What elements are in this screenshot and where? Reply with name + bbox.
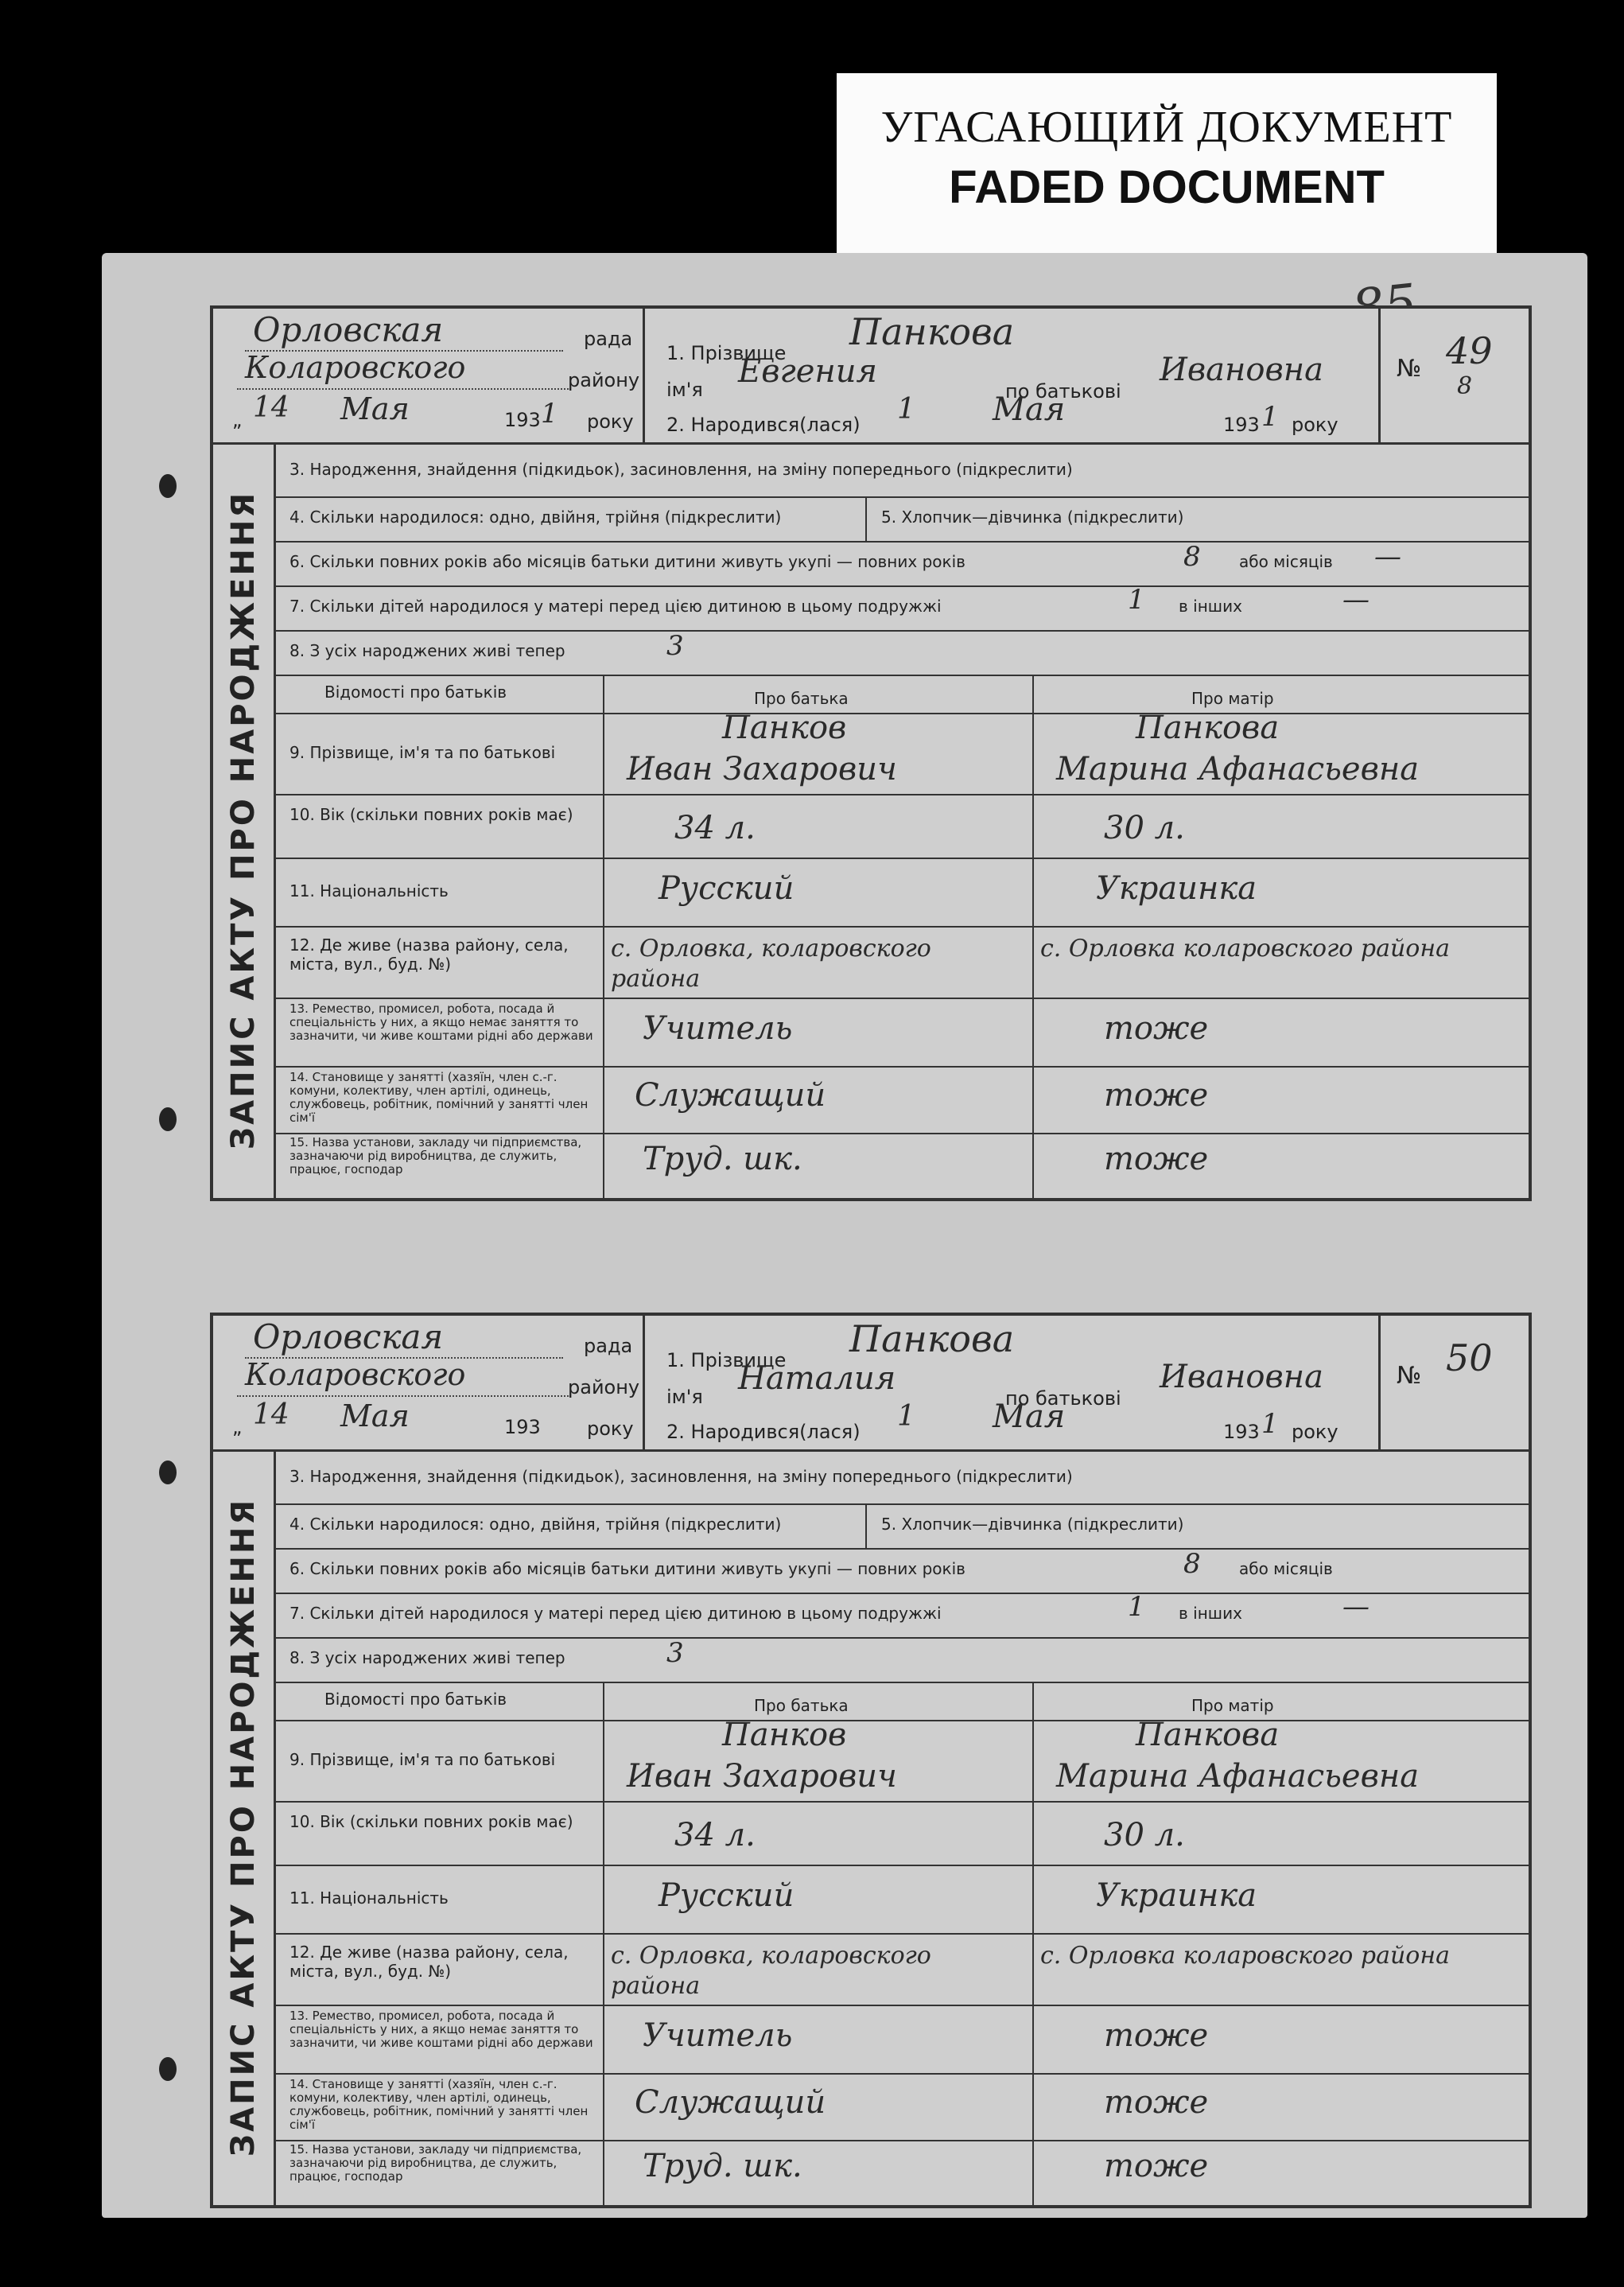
col-mother-header: Про матір	[1191, 689, 1274, 708]
mother-nationality: Украинка	[1096, 870, 1257, 907]
field-6: 6. Скільки повних років або місяців батьки дитини живуть укупі — повних років	[289, 552, 965, 571]
birth-year-suffix: 1	[1261, 401, 1279, 433]
row-12-label: 12. Де живе (назва району, села, міста, вул., буд. №)	[289, 1943, 569, 1981]
rayon-value: Коларовского	[245, 350, 466, 385]
father-workplace: Труд. шк.	[643, 1141, 802, 1177]
row-line	[274, 794, 1529, 795]
row-line	[274, 1865, 1529, 1866]
birth-year-prefix: 193	[1223, 414, 1260, 436]
rada-label: рада	[584, 1335, 633, 1357]
binding-hole-icon	[159, 1107, 177, 1131]
row-line	[274, 858, 1529, 859]
mother-residence: с. Орловка коларовского района	[1040, 1942, 1450, 1970]
binding-hole-icon	[159, 1460, 177, 1484]
mother-status: тоже	[1104, 1077, 1209, 1114]
row-10-label: 10. Вік (скільки повних років має)	[289, 805, 573, 824]
field-8: 8. З усіх народжених живі тепер	[289, 1648, 565, 1667]
birth-day: 1	[897, 393, 915, 426]
father-age: 34 л.	[674, 810, 756, 846]
col-info-header: Відомості про батьків	[324, 683, 507, 702]
row-line	[274, 1720, 1529, 1721]
row-line	[274, 1933, 1529, 1935]
alive-value: 3	[666, 1637, 684, 1669]
reg-day-value: 14	[253, 391, 289, 424]
field-4: 4. Скільки народилося: одно, двійня, трійня (підкреслити)	[289, 1515, 782, 1534]
child-surname: Панкова	[849, 1317, 1015, 1360]
birth-record-1	[210, 305, 1532, 1201]
row-line	[274, 630, 1529, 632]
birth-year-prefix: 193	[1223, 1421, 1260, 1443]
reg-month-value: Мая	[340, 391, 410, 426]
birth-month: Мая	[993, 391, 1066, 428]
row-line	[274, 926, 1529, 928]
registration-place-block	[213, 309, 645, 442]
child-patronymic: Ивановна	[1160, 1359, 1323, 1395]
row-15-label: 15. Назва установи, закладу чи підприємства, зазначаючи рід виробництва, де служить, працює, господар	[289, 1135, 582, 1177]
reg-month-value: Мая	[340, 1398, 410, 1433]
record-header	[213, 1316, 1529, 1452]
row-14-label: 14. Становище у занятті (хазяїн, член с.-г. комуни, колективу, член артілі, одинець, службовець, робітник, помічний у занятті член сім'ї	[289, 1070, 589, 1125]
col-line	[1032, 1682, 1034, 2205]
father-age: 34 л.	[674, 1817, 756, 1853]
field-7: 7. Скільки дітей народилося у матері перед цією дитиною в цьому подружжі	[289, 1604, 942, 1623]
number-sign: №	[1397, 1362, 1422, 1390]
born-label: 2. Народився(лася)	[666, 414, 861, 436]
row-line	[274, 1548, 1529, 1550]
alive-value: 3	[666, 630, 684, 662]
mother-occupation: тоже	[1104, 2017, 1209, 2054]
label-english: FADED DOCUMENT	[949, 161, 1385, 213]
row-line	[274, 1066, 1529, 1068]
rada-value: Орловская	[253, 310, 444, 349]
mother-name: Марина Афанасьевна	[1056, 1758, 1420, 1795]
child-name: Наталия	[738, 1360, 896, 1397]
mother-residence: с. Орловка коларовского района	[1040, 935, 1450, 963]
rayon-label: району	[568, 1376, 640, 1398]
father-residence: с. Орловка, коларовского района	[611, 1942, 931, 2000]
record-number-block	[1378, 309, 1529, 442]
reg-year-prefix: 193	[504, 409, 541, 431]
record-number-block	[1378, 1316, 1529, 1449]
months-value: —	[1374, 541, 1401, 573]
surname-label: 1. Прізвище	[666, 1349, 787, 1371]
row-12-label: 12. Де живе (назва району, села, міста, вул., буд. №)	[289, 935, 569, 974]
col-father-header: Про батька	[754, 689, 849, 708]
row-line	[274, 1682, 1529, 1683]
col-info-header: Відомості про батьків	[324, 1690, 507, 1709]
row-line	[274, 541, 1529, 543]
mother-occupation: тоже	[1104, 1010, 1209, 1047]
row-14-label: 14. Становище у занятті (хазяїн, член с.-г. комуни, колективу, член артілі, одинець, службовець, робітник, помічний у занятті член сім'ї	[289, 2077, 589, 2132]
father-occupation: Учитель	[643, 2017, 793, 2054]
patronymic-label: по батькові	[1005, 380, 1121, 403]
name-label: ім'я	[666, 1386, 703, 1408]
registration-place-block	[213, 1316, 645, 1449]
binding-hole-icon	[159, 474, 177, 498]
father-status: Служащий	[635, 2084, 826, 2121]
row-line	[274, 2140, 1529, 2141]
field-4: 4. Скільки народилося: одно, двійня, трійня (підкреслити)	[289, 508, 782, 527]
rada-label: рада	[584, 328, 633, 350]
child-surname: Панкова	[849, 310, 1015, 353]
side-title: ЗАПИС АКТУ ПРО НАРОДЖЕННЯ	[225, 1497, 262, 2157]
label-russian: УГАСАЮЩИЙ ДОКУМЕНТ	[880, 103, 1453, 152]
col-line	[865, 1503, 867, 1548]
birth-roku-label: року	[1292, 414, 1338, 436]
born-label: 2. Народився(лася)	[666, 1421, 861, 1443]
row-11-label: 11. Національність	[289, 1888, 449, 1908]
birth-day: 1	[897, 1400, 915, 1433]
row-13-label: 13. Ремество, промисел, робота, посада й спеціальність у них, а якщо немає заняття то зазначити, чи живе коштами рідні або держави	[289, 2009, 593, 2050]
dotted-line	[237, 1395, 571, 1397]
record-header	[213, 309, 1529, 445]
field-7-other: в інших	[1179, 1604, 1242, 1623]
mother-age: 30 л.	[1104, 1817, 1185, 1853]
row-line	[274, 2005, 1529, 2006]
col-line	[1032, 675, 1034, 1198]
col-line	[603, 1682, 604, 2205]
row-13-label: 13. Ремество, промисел, робота, посада й спеціальність у них, а якщо немає заняття то зазначити, чи живе коштами рідні або держави	[289, 1002, 593, 1043]
name-label: ім'я	[666, 379, 703, 401]
row-line	[274, 585, 1529, 587]
col-line	[865, 496, 867, 541]
date-quote-open: „	[232, 1416, 243, 1438]
father-status: Служащий	[635, 1077, 826, 1114]
field-3: 3. Народження, знайдення (підкидьок), засиновлення, на зміну попереднього (підкреслити)	[289, 460, 1073, 479]
birth-year-suffix: 1	[1261, 1408, 1279, 1440]
field-5: 5. Хлопчик—дівчинка (підкреслити)	[881, 508, 1184, 527]
row-line	[274, 1801, 1529, 1803]
field-8: 8. З усіх народжених живі тепер	[289, 641, 565, 660]
row-9-label: 9. Прізвище, ім'я та по батькові	[289, 1750, 556, 1769]
rayon-value: Коларовского	[245, 1357, 466, 1392]
father-surname: Панков	[722, 1717, 847, 1753]
record-number: 49	[1446, 329, 1493, 372]
rada-value: Орловская	[253, 1317, 444, 1356]
birth-record-2	[210, 1313, 1532, 2208]
row-line	[274, 1133, 1529, 1134]
row-10-label: 10. Вік (скільки повних років має)	[289, 1812, 573, 1831]
field-5: 5. Хлопчик—дівчинка (підкреслити)	[881, 1515, 1184, 1534]
father-occupation: Учитель	[643, 1010, 793, 1047]
faded-document-label	[837, 73, 1497, 264]
field-7-other: в інших	[1179, 597, 1242, 616]
father-nationality: Русский	[659, 1877, 795, 1914]
mother-workplace: тоже	[1104, 2148, 1209, 2184]
mother-nationality: Украинка	[1096, 1877, 1257, 1914]
father-name: Иван Захарович	[627, 1758, 897, 1795]
birth-roku-label: року	[1292, 1421, 1338, 1443]
row-line	[274, 2073, 1529, 2075]
binding-hole-icon	[159, 2057, 177, 2081]
mother-age: 30 л.	[1104, 810, 1185, 846]
children-before-value: 1	[1128, 584, 1145, 616]
row-line	[274, 1637, 1529, 1639]
row-line	[274, 496, 1529, 498]
reg-year-suffix: 1	[541, 398, 558, 430]
father-workplace: Труд. шк.	[643, 2148, 802, 2184]
reg-year-prefix: 193	[504, 1416, 541, 1438]
field-6-months: або місяців	[1239, 1559, 1333, 1578]
children-before-value: 1	[1128, 1591, 1145, 1623]
row-line	[274, 1593, 1529, 1594]
mother-status: тоже	[1104, 2084, 1209, 2121]
children-other-value: —	[1342, 1591, 1370, 1623]
mother-surname: Панкова	[1136, 710, 1280, 746]
child-patronymic: Ивановна	[1160, 352, 1323, 388]
date-quote-open: „	[232, 409, 243, 431]
years-value: 8	[1183, 1548, 1201, 1580]
col-mother-header: Про матір	[1191, 1696, 1274, 1715]
number-sign: №	[1397, 355, 1422, 383]
father-surname: Панков	[722, 710, 847, 746]
reg-day-value: 14	[253, 1398, 289, 1431]
row-15-label: 15. Назва установи, закладу чи підприємства, зазначаючи рід виробництва, де служить, працює, господар	[289, 2142, 582, 2184]
row-line	[274, 675, 1529, 676]
mother-workplace: тоже	[1104, 1141, 1209, 1177]
row-line	[274, 1503, 1529, 1505]
row-9-label: 9. Прізвище, ім'я та по батькові	[289, 743, 556, 762]
field-7: 7. Скільки дітей народилося у матері перед цією дитиною в цьому подружжі	[289, 597, 942, 616]
birth-month: Мая	[993, 1398, 1066, 1435]
child-name: Евгения	[738, 353, 877, 390]
side-strip	[213, 1449, 276, 2205]
record-number-sub: 8	[1457, 372, 1473, 400]
mother-name: Марина Афанасьевна	[1056, 751, 1420, 788]
dotted-line	[237, 388, 571, 390]
years-value: 8	[1183, 541, 1201, 573]
field-6: 6. Скільки повних років або місяців батьки дитини живуть укупі — повних років	[289, 1559, 965, 1578]
roku-label: року	[587, 1418, 634, 1440]
row-line	[274, 713, 1529, 714]
children-other-value: —	[1342, 584, 1370, 616]
father-nationality: Русский	[659, 870, 795, 907]
side-strip	[213, 442, 276, 1198]
row-11-label: 11. Національність	[289, 881, 449, 900]
field-6-months: або місяців	[1239, 552, 1333, 571]
side-title: ЗАПИС АКТУ ПРО НАРОДЖЕННЯ	[225, 490, 262, 1150]
rayon-label: району	[568, 369, 640, 391]
patronymic-label: по батькові	[1005, 1387, 1121, 1410]
record-number: 50	[1446, 1336, 1493, 1379]
roku-label: року	[587, 410, 634, 433]
field-3: 3. Народження, знайдення (підкидьок), засиновлення, на зміну попереднього (підкреслити)	[289, 1467, 1073, 1486]
col-father-header: Про батька	[754, 1696, 849, 1715]
surname-label: 1. Прізвище	[666, 342, 787, 364]
row-line	[274, 998, 1529, 999]
father-name: Иван Захарович	[627, 751, 897, 788]
mother-surname: Панкова	[1136, 1717, 1280, 1753]
col-line	[603, 675, 604, 1198]
father-residence: с. Орловка, коларовского района	[611, 935, 931, 993]
